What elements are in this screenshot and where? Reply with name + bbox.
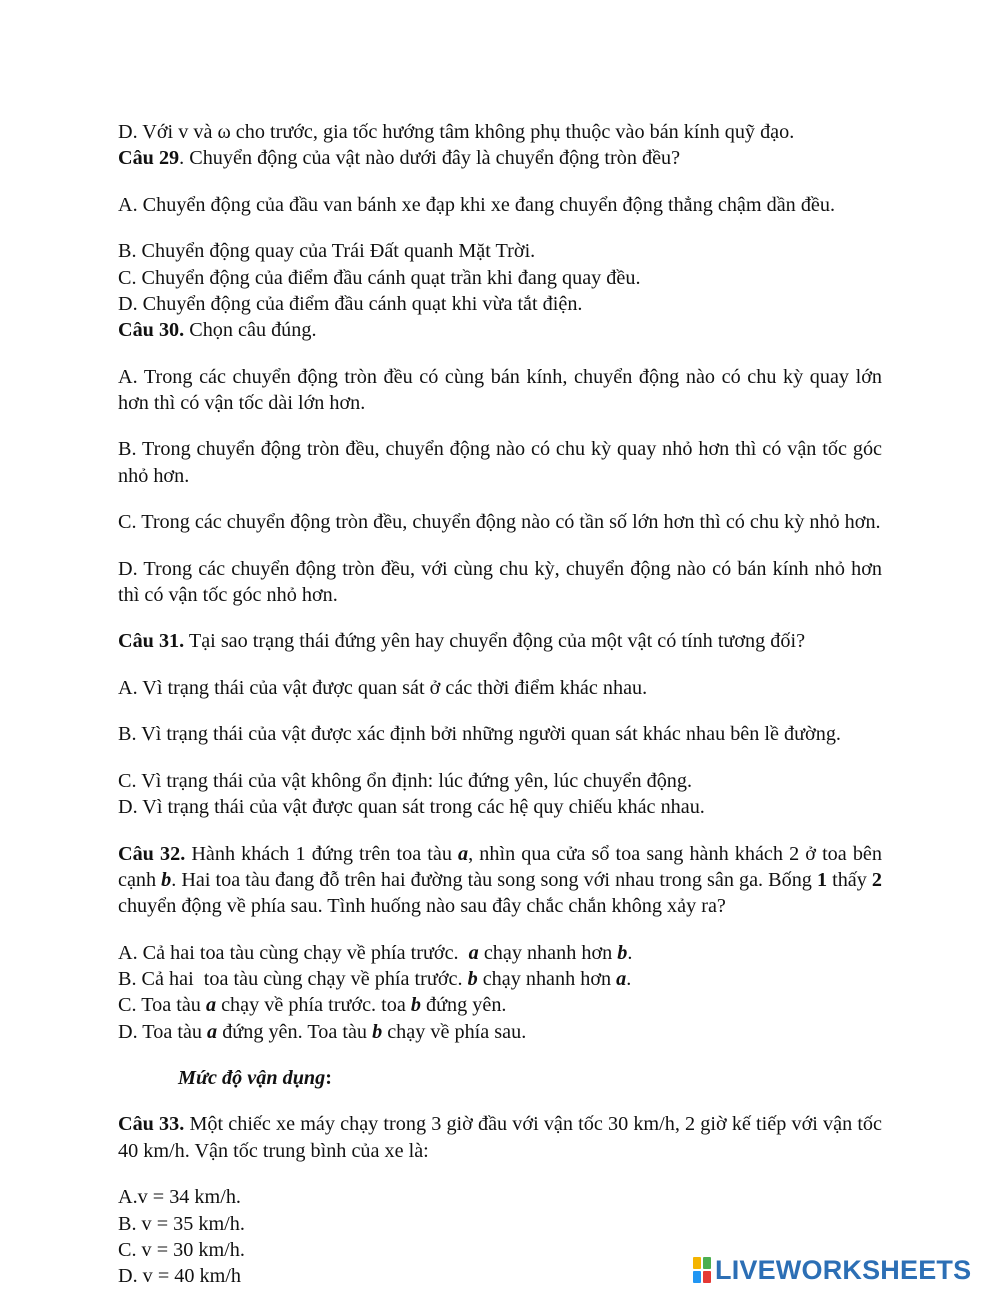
q32-passenger-2: 2 — [871, 869, 882, 891]
q32-c-text-1: C. Toa tàu — [118, 994, 206, 1017]
liveworksheets-logo[interactable] — [693, 1256, 971, 1284]
q32-a-car-a: a — [468, 941, 479, 964]
q32-text-4: thấy — [827, 869, 872, 891]
q32-b-dot: . — [626, 968, 632, 991]
q32-d-car-b: b — [372, 1020, 383, 1043]
q31-option-d: D. Vì trạng thái của vật được quan sát trong các hệ quy chiếu khác nhau. — [118, 796, 705, 819]
q33-option-b: B. v = 35 km/h. — [118, 1212, 245, 1235]
q32-c-car-a: a — [205, 994, 217, 1017]
q31-text: Tại sao trạng thái đứng yên hay chuyển động của một vật có tính tương đối? — [184, 630, 806, 653]
q30-option-a: A. Trong các chuyển động tròn đều có cùng bán kính, chuyển động nào có chu kỳ quay lớn hơn thì có vận tốc dài lớn hơn. — [118, 365, 882, 414]
q32-a-text-2: chạy nhanh hơn — [478, 941, 618, 964]
q33-label: Câu 33. — [118, 1113, 185, 1136]
q32-b-text-1: B. Cả hai toa tàu cùng chạy về phía trước. — [118, 968, 468, 991]
q32-text-3: . Hai toa tàu đang đỗ trên hai đường tàu song song với nhau trong sân ga. Bống — [171, 869, 817, 891]
q30-option-b: B. Trong chuyển động tròn đều, chuyển động nào có chu kỳ quay nhỏ hơn thì có vận tốc góc nhỏ hơn. — [118, 438, 882, 487]
q30-text: Chọn câu đúng. — [184, 319, 317, 342]
section-title-colon: : — [325, 1066, 332, 1089]
q32-option-c — [118, 992, 882, 1018]
q32-c-text-3: đứng yên. — [420, 994, 507, 1017]
q32-a-dot: . — [627, 941, 633, 964]
q33-option-c: C. v = 30 km/h. — [118, 1238, 245, 1261]
q30-question — [118, 317, 882, 343]
q32-question — [118, 841, 882, 920]
q32-d-text-1: D. Toa tàu — [118, 1020, 208, 1043]
q33-question — [118, 1111, 882, 1164]
q32-text-2: , nhìn qua cửa sổ toa sang hành khách 2 ở toa bên cạnh — [118, 842, 882, 891]
q32-text-5: chuyển động về phía sau. Tình huống nào sau đây chắc chắn không xảy ra? — [118, 895, 726, 918]
q32-option-b — [118, 966, 882, 992]
q32-d-text-3: chạy về phía sau. — [382, 1020, 527, 1043]
q33-option-a: A.v = 34 km/h. — [118, 1186, 241, 1209]
q32-car-a: a — [458, 842, 469, 865]
q32-b-car-a: a — [616, 968, 627, 991]
q28-option-d: D. Với v và ω cho trước, gia tốc hướng tâm không phụ thuộc vào bán kính quỹ đạo. — [118, 121, 795, 143]
q32-a-car-b: b — [617, 941, 628, 964]
q31-question — [118, 628, 882, 654]
q32-d-car-a: a — [207, 1020, 218, 1043]
q32-text-1: Hành khách 1 đứng trên toa tàu — [185, 842, 459, 865]
section-title — [118, 1065, 882, 1091]
q29-question — [118, 145, 882, 171]
q32-a-text-1: A. Cả hai toa tàu cùng chạy về phía trước. — [118, 941, 469, 964]
q31-label: Câu 31. — [118, 630, 185, 653]
worksheet-page — [118, 119, 882, 1289]
q32-b-car-b: b — [467, 968, 478, 991]
logo-text: LIVEWORKSHEETS — [715, 1255, 972, 1285]
q32-passenger-1: 1 — [816, 869, 828, 891]
q29-option-c: C. Chuyển động của điểm đầu cánh quạt trần khi đang quay đều. — [118, 266, 641, 289]
q33-text: Một chiếc xe máy chạy trong 3 giờ đầu với vận tốc 30 km/h, 2 giờ kế tiếp với vận tốc 40 km/h. Vận tốc trung bình của xe là: — [118, 1113, 882, 1162]
q29-option-a: A. Chuyển động của đầu van bánh xe đạp khi xe đang chuyển động thẳng chậm dần đều. — [118, 193, 836, 216]
q32-d-text-2: đứng yên. Toa tàu — [217, 1020, 373, 1043]
q32-b-text-2: chạy nhanh hơn — [477, 968, 617, 991]
q31-option-b: B. Vì trạng thái của vật được xác định bởi những người quan sát khác nhau bên lề đường. — [118, 723, 841, 746]
q33-option-d: D. v = 40 km/h — [118, 1265, 241, 1288]
q30-option-d: D. Trong các chuyển động tròn đều, với cùng chu kỳ, chuyển động nào có bán kính nhỏ hơn thì có vận tốc góc nhỏ hơn. — [118, 557, 882, 606]
section-title-text: Mức độ vận dụng — [178, 1066, 326, 1089]
q31-option-a: A. Vì trạng thái của vật được quan sát ở các thời điểm khác nhau. — [118, 676, 648, 699]
q32-label: Câu 32. — [118, 842, 186, 865]
q29-option-d: D. Chuyển động của điểm đầu cánh quạt khi vừa tắt điện. — [118, 292, 583, 315]
q30-option-c: C. Trong các chuyển động tròn đều, chuyển động nào có tần số lớn hơn thì có chu kỳ nhỏ hơn. — [118, 511, 881, 534]
q31-option-c: C. Vì trạng thái của vật không ổn định: lúc đứng yên, lúc chuyển động. — [118, 769, 693, 792]
q32-option-d — [118, 1019, 882, 1045]
q32-c-car-b: b — [410, 994, 421, 1017]
q29-text: . Chuyển động của vật nào dưới đây là chuyển động tròn đều? — [179, 147, 681, 170]
q29-label: Câu 29 — [118, 147, 180, 170]
q32-option-a — [118, 940, 882, 966]
logo-tiles-icon — [693, 1257, 711, 1283]
q32-car-b: b — [161, 869, 172, 891]
q30-label: Câu 30. — [118, 319, 185, 342]
q32-c-text-2: chạy về phía trước. toa — [216, 994, 411, 1017]
q29-option-b: B. Chuyển động quay của Trái Đất quanh Mặt Trời. — [118, 240, 536, 263]
